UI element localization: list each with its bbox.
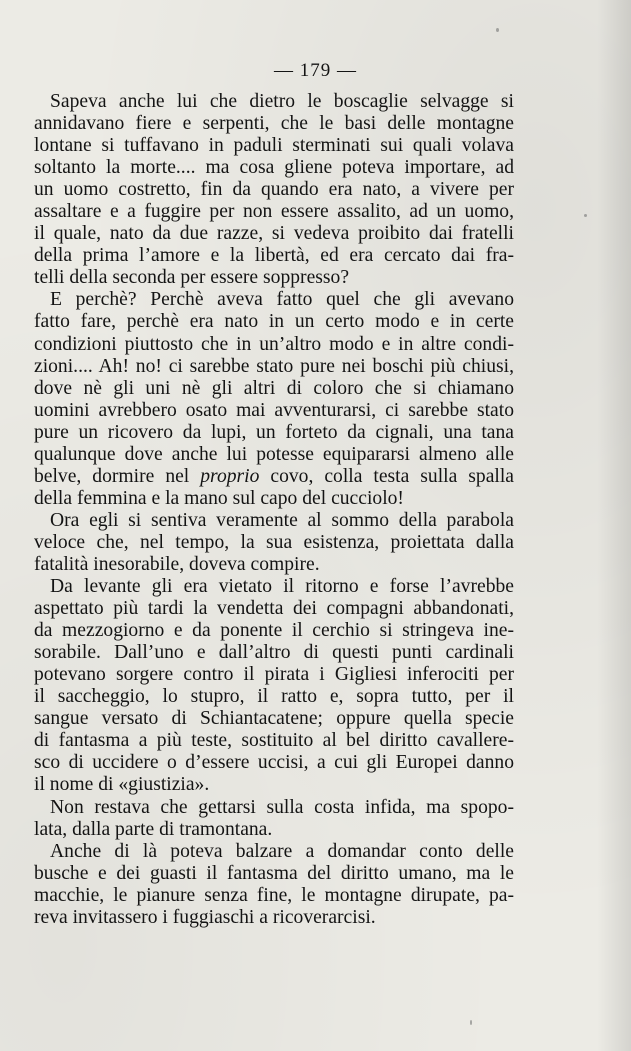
paper-speck [496,28,499,32]
text-line: telli della seconda per essere soppresso? [34,267,350,289]
text-line: assaltare e a fuggire per non essere assalito, ad un uomo, [34,201,514,223]
text-segment: belve, dormire nel [34,465,190,487]
text-line: un uomo costretto, fin da quando era nato, a vivere per [34,179,514,201]
text-line: lontane si tuffavano in paduli sterminati sui quali volava [34,135,514,157]
text-line: della prima l’amore e la libertà, ed era cercato dai fra- [34,245,514,267]
text-line: dove nè gli uni nè gli altri di coloro che si chiamano [34,377,514,399]
text-line: Sapeva anche lui che dietro le boscaglie selvagge si [50,91,514,112]
text-line: fatto fare, perchè era nato in un certo modo e in certe [34,311,514,333]
page-number: — 179 — [274,60,357,81]
text-line: il quale, nato da due razze, si vedeva proibito dai fratelli [34,223,514,245]
text-line: aspettato più tardi la vendetta dei compagni abbandonati, [34,598,514,620]
text-line: di fantasma a più teste, sostituito al bel diritto cavallere- [34,730,514,752]
text-line: E perchè? Perchè aveva fatto quel che gli avevano [50,289,514,311]
text-line-mixed [34,466,514,488]
text-line: qualunque dove anche lui potesse equipararsi almeno alle [34,443,514,465]
text-line: soltanto la morte.... ma cosa gliene poteva importare, ad [34,157,514,179]
text-line: busche e dei guasti il fantasma del diritto umano, ma le [34,862,514,884]
page-edge-shadow [597,0,631,1051]
text-line: Anche di là poteva balzare a domandar conto delle [50,840,514,862]
body-text [34,91,514,929]
text-line: uomini avrebbero osato mai avventurarsi, ci sarebbe stato [34,399,514,421]
text-line: lata, dalla parte di tramontana. [34,818,273,840]
text-line: Non restava che gettarsi sulla costa infida, ma spopo- [50,796,514,818]
italic-word: proprio [200,465,260,487]
paper-speck [584,214,587,217]
text-line: il saccheggio, lo stupro, il ratto e, sopra tutto, per il [34,686,514,708]
text-segment: covo, colla testa sulla spalla [270,465,514,487]
text-line: veloce che, nel tempo, la sua esistenza, proiettata dalla [34,531,514,553]
text-line: zioni.... Ah! no! ci sarebbe stato pure nei boschi più chiusi, [34,355,514,377]
text-line: della femmina e la mano sul capo del cucciolo! [34,487,404,509]
text-line: macchie, le pianure senza fine, le montagne dirupate, pa- [34,884,514,906]
text-line: fatalità inesorabile, doveva compire. [34,553,320,575]
text-line: il nome di «giustizia». [34,774,210,796]
text-line: potevano sorgere contro il pirata i Gigliesi inferociti per [34,664,514,686]
text-line: Ora egli si sentiva veramente al sommo della parabola [50,509,514,531]
text-line: condizioni piuttosto che in un’altro modo e in altre condi- [34,333,514,355]
text-line: sco di uccidere o d’essere uccisi, a cui gli Europei danno [34,752,514,774]
text-line: sorabile. Dall’uno e dall’altro di questi punti cardinali [34,642,514,664]
text-line: annidavano fiere e serpenti, che le basi delle montagne [34,113,514,135]
text-line: sangue versato di Schiantacatene; oppure quella specie [34,708,514,730]
text-line: reva invitassero i fuggiaschi a ricoverarcisi. [34,906,376,928]
text-line: da mezzogiorno e da ponente il cerchio si stringeva ine- [34,620,514,642]
text-line: pure un ricovero da lupi, un forteto da cignali, una tana [34,421,514,443]
paper-speck [470,1020,472,1025]
text-line: Da levante gli era vietato il ritorno e forse l’avrebbe [50,576,514,598]
